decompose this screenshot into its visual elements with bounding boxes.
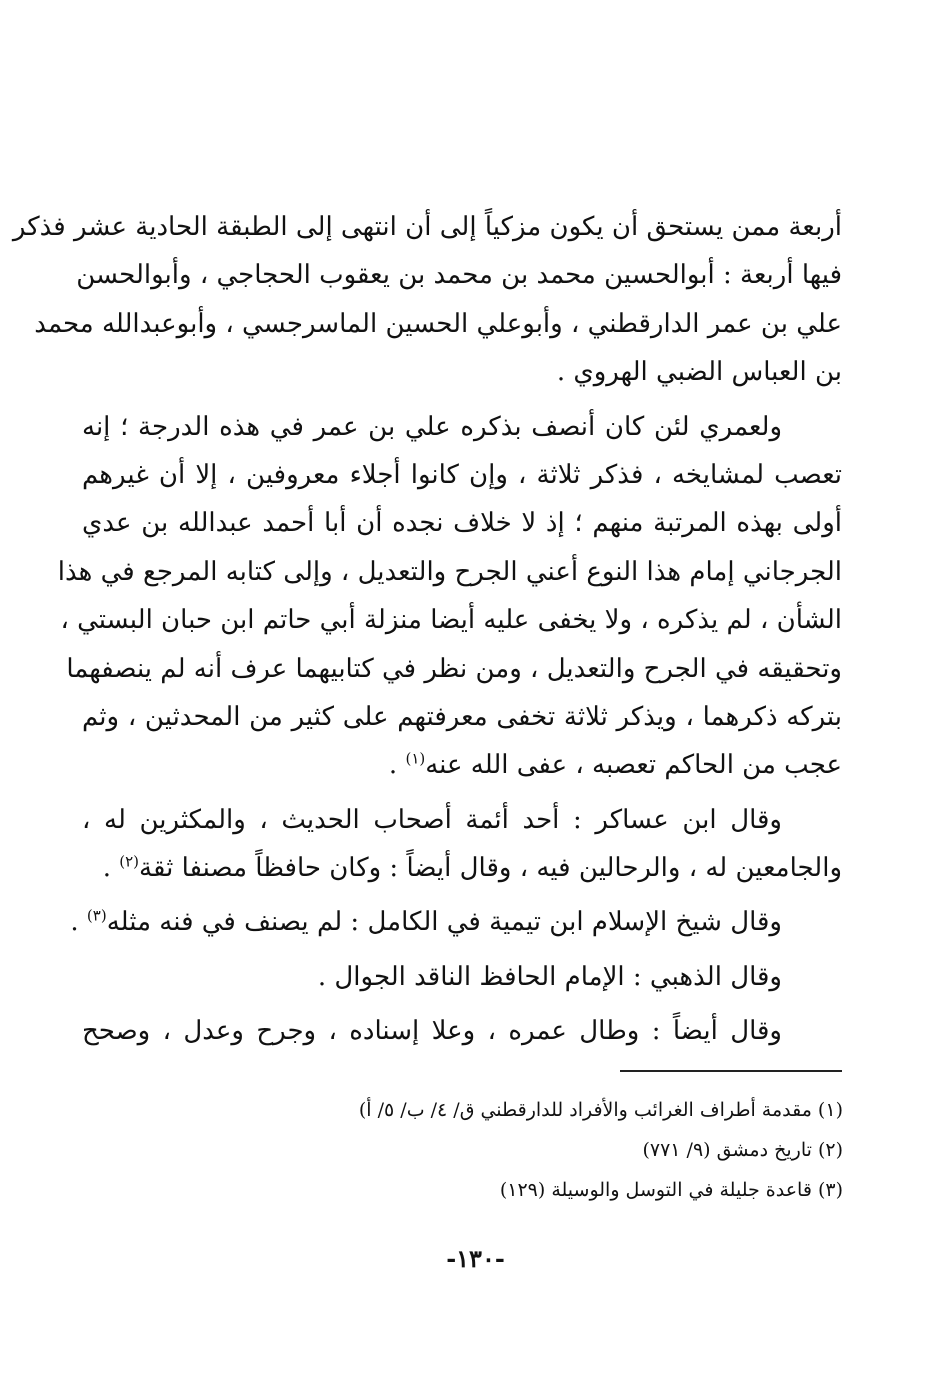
text-line [70,898,842,946]
text-line: الشأن ، لم يذكره ، ولا يخفى عليه أيضا منزلة أبي حاتم ابن حبان البستي ، [60,605,842,636]
text-segment: . [102,853,120,884]
footnote-ref: (٣) [86,906,107,925]
text-segment: . [388,750,406,781]
text-segment: والجامعين له ، والرحالين فيه ، وقال أيضاً : وكان حافظاً مصنفا ثقة [139,853,842,884]
main-text [12,203,842,1056]
text-line: تعصب لمشايخه ، فذكر ثلاثة ، وإن كانوا أجلاء معروفين ، إلا أن غيرهم [82,459,842,490]
footnote: (١) مقدمة أطراف الغرائب والأفراد للدارقطني ق/ ٤/ ب/ ٥/ أ) [358,1099,843,1121]
text-line: وتحقيقه في الجرح والتعديل ، ومن نظر في كتابيهما عرف أنه لم ينصفهما [66,653,842,684]
text-segment: عجب من الحاكم تعصبه ، عفى الله عنه [425,750,842,781]
footnote: (٢) تاريخ دمشق (٩/ ٧٧١) [642,1139,843,1161]
footnotes [243,1090,843,1210]
text-line [82,844,842,892]
text-segment: وقال شيخ الإسلام ابن تيمية في الكامل : لم يصنف في فنه مثله [106,907,782,938]
footnote-ref: (٢) [119,852,140,871]
page-number: -١٣٠- [446,1244,505,1273]
text-line: ولعمري لئن كان أنصف بذكره علي بن عمر في هذه الدرجة ؛ إنه [82,411,782,442]
text-line: فيها أربعة : أبوالحسين محمد بن محمد بن يعقوب الحجاجي ، وأبوالحسن [76,260,842,291]
text-line: أربعة ممن يستحق أن يكون مزكياً إلى أن انتهى إلى الطبقة الحادية عشر فذكر [12,212,842,242]
text-segment: . [70,907,87,938]
footnote: (٣) قاعدة جليلة في التوسل والوسيلة (١٢٩) [499,1179,843,1201]
text-line: علي بن عمر الدارقطني ، وأبوعلي الحسين الماسرجسي ، وأبوعبدالله محمد [34,308,842,339]
text-line: وقال الذهبي : الإمام الحافظ الناقد الجوال . [317,961,782,992]
text-line: بن العباس الضبي الهروي . [556,357,842,388]
text-line [82,741,842,789]
text-line: وقال أيضاً : وطال عمره ، وعلا إسناده ، وجرح وعدل ، وصحح [82,1016,782,1047]
text-line: بتركه ذكرهما ، ويذكر ثلاثة تخفى معرفتهم على كثير من المحدثين ، وثم [82,701,842,732]
footnote-divider [620,1070,842,1072]
text-line: أولى بهذه المرتبة منهم ؛ إذ لا خلاف نجده أن أبا أحمد عبدالله بن عدي [82,508,842,539]
text-line: وقال ابن عساكر : أحد أئمة أصحاب الحديث ، والمكثرين له ، [82,804,782,835]
footnote-ref: (١) [405,749,426,768]
text-line: الجرجاني إمام هذا النوع أعني الجرح والتعديل ، وإلى كتابه المرجع في هذا [57,556,842,587]
